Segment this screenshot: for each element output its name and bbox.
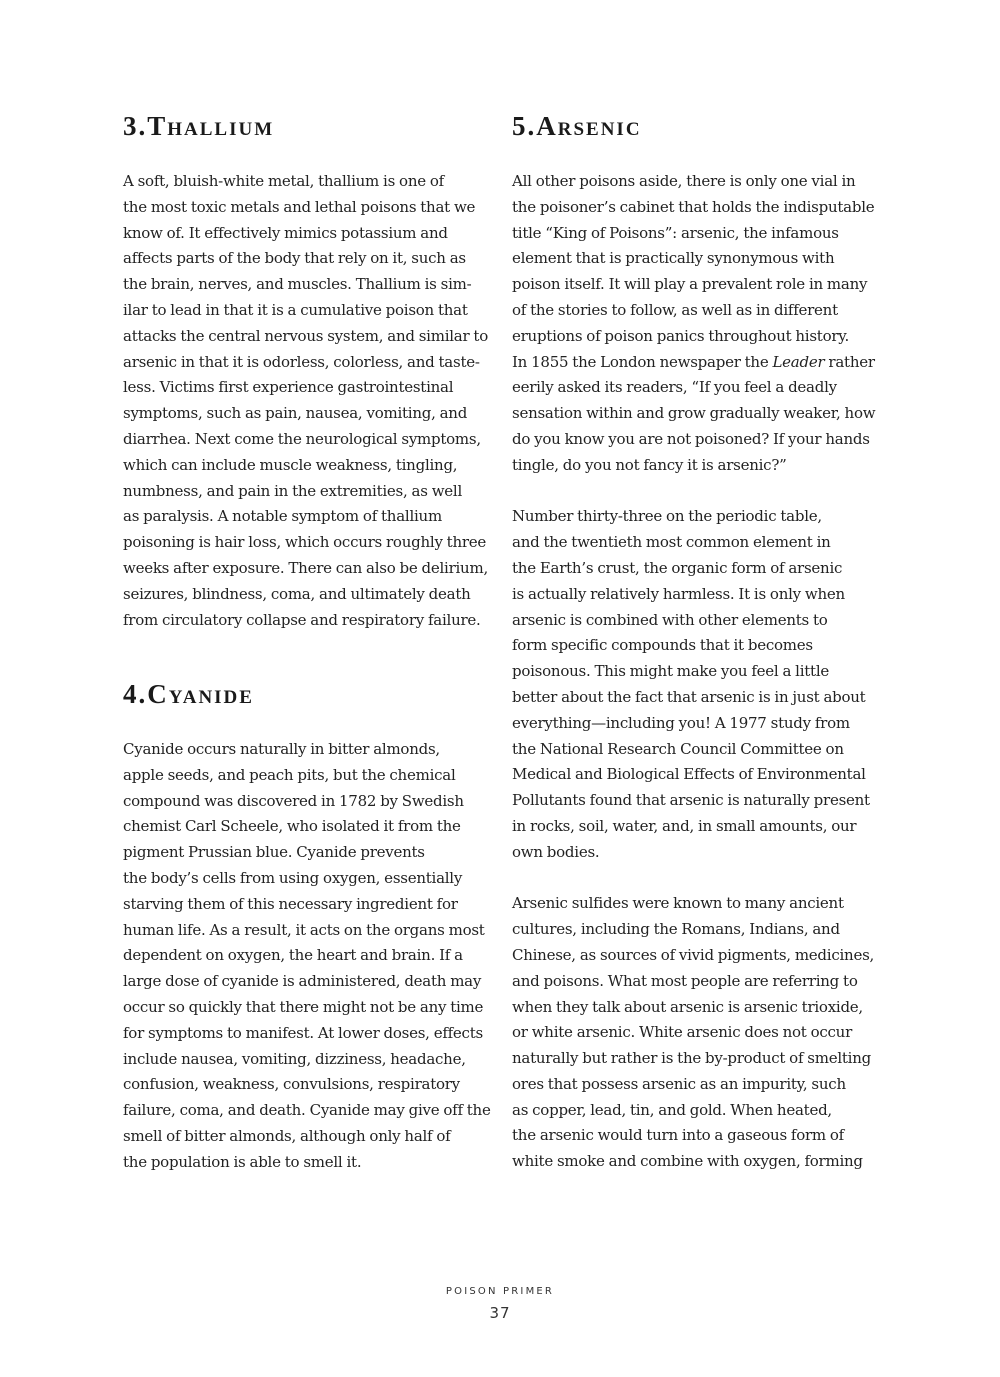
page-number: 37 <box>489 1304 511 1322</box>
text-line: as copper, lead, tin, and gold. When heated, <box>512 1100 832 1119</box>
section-arsenic <box>512 110 884 1175</box>
text-line: starving them of this necessary ingredient for <box>123 894 458 913</box>
text-line: eruptions of poison panics throughout history. <box>512 326 850 345</box>
text-line: the brain, nerves, and muscles. Thallium is sim- <box>123 275 472 294</box>
text-line: confusion, weakness, convulsions, respiratory <box>123 1075 460 1094</box>
text-line: All other poisons aside, there is only one vial in <box>512 172 856 190</box>
text-line: Arsenic sulfides were known to many ancient <box>512 894 844 913</box>
text-line: is actually relatively harmless. It is only when <box>512 584 845 603</box>
heading-arsenic <box>512 110 884 142</box>
text-line: Cyanide occurs naturally in bitter almonds, <box>123 740 440 758</box>
paragraph <box>512 891 884 1175</box>
text-line: apple seeds, and peach pits, but the chemical <box>123 765 456 784</box>
heading-name: Cyanide <box>147 679 254 709</box>
paragraph <box>512 169 884 479</box>
text-line: numbness, and pain in the extremities, as well <box>123 481 463 500</box>
text-line: occur so quickly that there might not be any time <box>123 997 484 1016</box>
text-line: the poisoner’s cabinet that holds the indisputable <box>512 197 875 216</box>
text-line: pigment Prussian blue. Cyanide prevents <box>123 843 425 862</box>
text-line: naturally but rather is the by-product of smelting <box>512 1049 871 1068</box>
text-line: seizures, blindness, coma, and ultimately death <box>123 584 471 603</box>
heading-number: 4. <box>123 679 148 709</box>
text-line: the arsenic would turn into a gaseous form of <box>512 1126 844 1145</box>
text-line: and the twentieth most common element in <box>512 533 831 552</box>
heading-thallium <box>123 110 495 142</box>
text-line: human life. As a result, it acts on the organs most <box>123 920 485 939</box>
text-line: chemist Carl Scheele, who isolated it from the <box>123 817 461 836</box>
text-line: the most toxic metals and lethal poisons that we <box>123 197 476 216</box>
text-line: ores that possess arsenic as an impurity, such <box>512 1074 846 1093</box>
paragraph <box>123 737 495 1176</box>
text-line: when they talk about arsenic is arsenic trioxide, <box>512 997 863 1016</box>
text-line: diarrhea. Next come the neurological symptoms, <box>123 429 481 448</box>
heading-number: 3. <box>123 111 148 141</box>
text-line: Pollutants found that arsenic is naturally present <box>512 791 870 810</box>
text-line: poisoning is hair loss, which occurs roughly three <box>123 533 487 552</box>
heading-cyanide <box>123 678 495 710</box>
running-footer-title: POISON PRIMER <box>445 1286 555 1297</box>
heading-name: Arsenic <box>536 111 642 141</box>
text-line <box>512 350 884 376</box>
text-line: element that is practically synonymous with <box>512 249 835 268</box>
text-line: compound was discovered in 1782 by Swedish <box>123 791 464 810</box>
paragraph <box>123 169 495 633</box>
text-line: for symptoms to manifest. At lower doses, effects <box>123 1023 483 1042</box>
text-line: include nausea, vomiting, dizziness, headache, <box>123 1049 466 1068</box>
text-line: white smoke and combine with oxygen, forming <box>512 1152 863 1171</box>
section-thallium <box>123 110 495 633</box>
section-cyanide <box>123 678 495 1176</box>
text-line: which can include muscle weakness, tingling, <box>123 455 458 474</box>
text-line: tingle, do you not fancy it is arsenic?” <box>512 455 787 474</box>
paragraph <box>512 504 884 865</box>
text-line: in rocks, soil, water, and, in small amounts, our <box>512 816 857 835</box>
text-line: eerily asked its readers, “If you feel a deadly <box>512 378 837 397</box>
text-line: title “King of Poisons”: arsenic, the infamous <box>512 223 839 242</box>
text-line: know of. It effectively mimics potassium and <box>123 223 448 242</box>
text-line: Number thirty-three on the periodic table, <box>512 507 822 526</box>
heading-number: 5. <box>512 111 537 141</box>
text-line: the Earth’s crust, the organic form of arsenic <box>512 558 843 577</box>
text-line: ilar to lead in that it is a cumulative poison that <box>123 300 468 319</box>
text-line: the population is able to smell it. <box>123 1152 362 1171</box>
text-line: the body’s cells from using oxygen, essentially <box>123 868 463 887</box>
text-line: weeks after exposure. There can also be delirium, <box>123 558 488 577</box>
text-line: form specific compounds that it becomes <box>512 636 813 655</box>
text-line: from circulatory collapse and respiratory failure. <box>123 610 481 629</box>
text-line: everything—including you! A 1977 study from <box>512 713 850 732</box>
text-line: arsenic in that it is odorless, colorless, and taste- <box>123 352 480 371</box>
text-line: affects parts of the body that rely on it, such as <box>123 249 466 268</box>
italic-title: Leader <box>772 352 825 371</box>
text-line: Chinese, as sources of vivid pigments, medicines, <box>512 945 875 964</box>
text-line: smell of bitter almonds, although only half of <box>123 1126 451 1145</box>
text-line: dependent on oxygen, the heart and brain. If a <box>123 946 463 965</box>
text-line: symptoms, such as pain, nausea, vomiting, and <box>123 404 468 423</box>
text-line: and poisons. What most people are referring to <box>512 971 858 990</box>
text-line: poison itself. It will play a prevalent role in many <box>512 275 868 294</box>
text-line: better about the fact that arsenic is in just about <box>512 687 866 706</box>
text-line: the National Research Council Committee on <box>512 739 844 758</box>
text-line: arsenic is combined with other elements to <box>512 610 828 629</box>
text-line: own bodies. <box>512 842 600 861</box>
text-line: A soft, bluish-white metal, thallium is one of <box>123 172 444 190</box>
text-line: Medical and Biological Effects of Environmental <box>512 765 866 784</box>
text-line: as paralysis. A notable symptom of thallium <box>123 507 442 526</box>
text-line: failure, coma, and death. Cyanide may give off the <box>123 1101 491 1120</box>
text-fragment: In 1855 the London newspaper the <box>512 352 773 371</box>
text-line: do you know you are not poisoned? If your hands <box>512 429 870 448</box>
text-line: large dose of cyanide is administered, death may <box>123 972 482 991</box>
heading-name: Thallium <box>147 111 275 141</box>
text-line: less. Victims first experience gastrointestinal <box>123 378 454 397</box>
text-line: attacks the central nervous system, and similar to <box>123 326 488 345</box>
text-line: cultures, including the Romans, Indians, and <box>512 920 840 939</box>
text-line: poisonous. This might make you feel a little <box>512 662 829 681</box>
text-line: or white arsenic. White arsenic does not occur <box>512 1023 853 1042</box>
text-line: of the stories to follow, as well as in different <box>512 300 838 319</box>
text-fragment: rather <box>824 352 875 371</box>
text-line: sensation within and grow gradually weaker, how <box>512 404 876 423</box>
